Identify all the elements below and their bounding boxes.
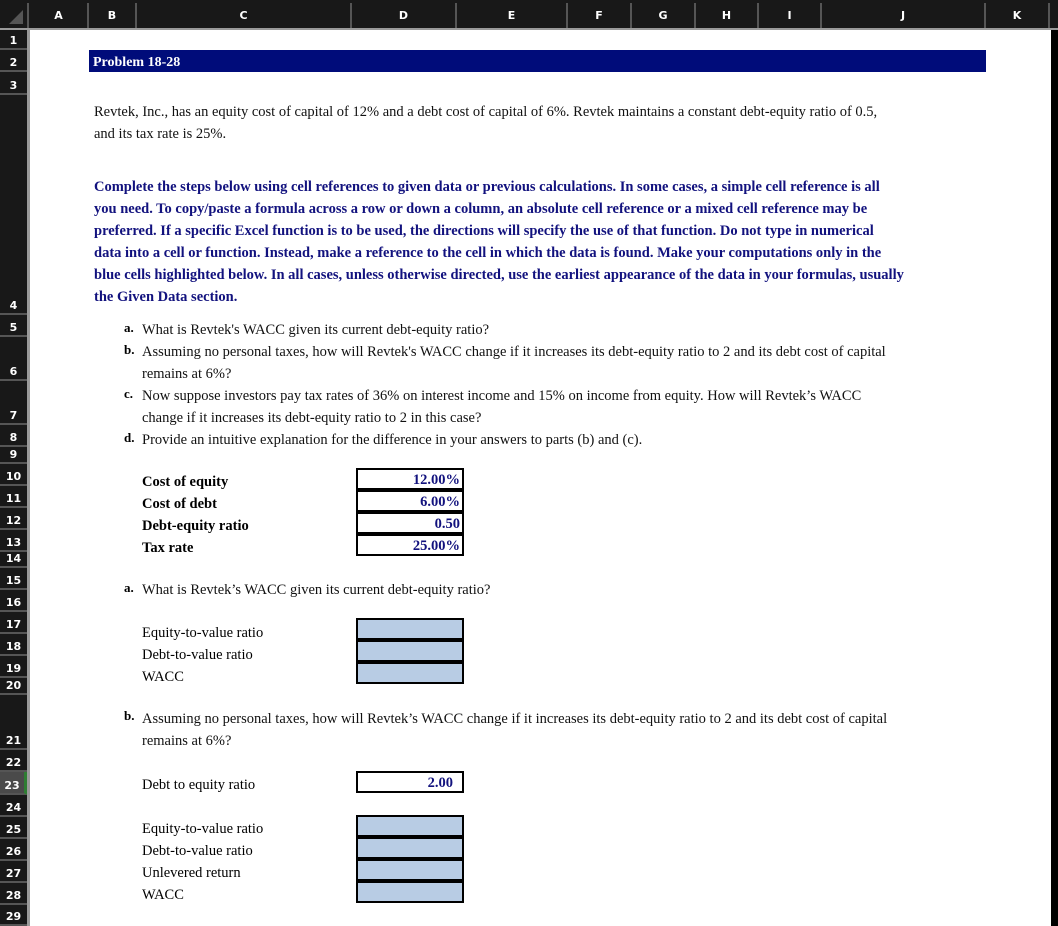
input-cell-equity-to-value-a[interactable] <box>356 618 464 640</box>
cell-cost-of-debt[interactable]: 6.00% <box>356 490 464 512</box>
question-text: What is Revtek's WACC given its current debt-equity ratio? <box>142 322 490 338</box>
row-header-5[interactable]: 5 <box>0 315 27 337</box>
input-label: Unlevered return <box>142 865 241 881</box>
row-header-6[interactable]: 6 <box>0 337 27 381</box>
given-label-debt-equity: Debt-equity ratio <box>142 518 249 534</box>
row-header-4[interactable]: 4 <box>0 95 27 315</box>
row-header-28[interactable]: 28 <box>0 883 27 905</box>
input-label: Equity-to-value ratio <box>142 821 264 837</box>
question-letter: b. <box>124 708 135 723</box>
row-header-25[interactable]: 25 <box>0 817 27 839</box>
row-header-24[interactable]: 24 <box>0 795 27 817</box>
row-header-7[interactable]: 7 <box>0 381 27 425</box>
row-header-9[interactable]: 9 <box>0 447 27 464</box>
question-text: Assuming no personal taxes, how will Revtek's WACC change if it increases its debt-equity ratio to 2 and its debt cost of capital <box>142 344 886 360</box>
part-b-question: Assuming no personal taxes, how will Revtek’s WACC change if it increases its debt-equity ratio to 2 and its debt cost of capital <box>142 711 888 727</box>
input-label: Equity-to-value ratio <box>142 625 264 641</box>
row-header-12[interactable]: 12 <box>0 508 27 530</box>
cell-tax-rate[interactable]: 25.00% <box>356 534 464 556</box>
part-a-question: What is Revtek’s WACC given its current debt-equity ratio? <box>142 582 491 598</box>
column-header-bar <box>0 0 1058 30</box>
problem-title: Problem 18-28 <box>89 50 986 72</box>
row-header-3[interactable]: 3 <box>0 72 27 95</box>
column-header-a[interactable]: A <box>30 3 89 28</box>
row-header-1[interactable]: 1 <box>0 30 27 50</box>
intro-line: and its tax rate is 25%. <box>94 126 227 142</box>
column-header-d[interactable]: D <box>352 3 457 28</box>
column-header-i[interactable]: I <box>759 3 822 28</box>
question-text: remains at 6%? <box>142 366 232 382</box>
given-label-cost-of-debt: Cost of debt <box>142 496 217 512</box>
input-label: Debt to equity ratio <box>142 777 256 793</box>
question-text: Provide an intuitive explanation for the difference in your answers to parts (b) and (c). <box>142 432 643 448</box>
select-all-button[interactable] <box>0 3 29 28</box>
input-cell-equity-to-value-b[interactable] <box>356 815 464 837</box>
column-header-c[interactable]: C <box>137 3 352 28</box>
question-letter: c. <box>124 386 134 401</box>
part-b-question: remains at 6%? <box>142 733 232 749</box>
row-header-11[interactable]: 11 <box>0 486 27 508</box>
input-cell-wacc-b[interactable] <box>356 881 464 903</box>
row-header-26[interactable]: 26 <box>0 839 27 861</box>
input-cell-debt-to-value-a[interactable] <box>356 640 464 662</box>
instruction-line: you need. To copy/paste a formula across a row or down a column, an absolute cell reference or a mixed cell reference may be <box>94 201 868 217</box>
column-header-g[interactable]: G <box>632 3 696 28</box>
column-header-h[interactable]: H <box>696 3 759 28</box>
row-header-23[interactable]: 23 <box>0 772 27 795</box>
instruction-line: data into a cell or function. Instead, make a reference to the cell in which the data is found. Make your computations only in the <box>94 245 882 261</box>
row-header-16[interactable]: 16 <box>0 590 27 612</box>
row-header-14[interactable]: 14 <box>0 552 27 568</box>
column-header-k[interactable]: K <box>986 3 1050 28</box>
row-header-29[interactable]: 29 <box>0 905 27 926</box>
cell-debt-to-equity-b[interactable]: 2.00 <box>356 771 464 793</box>
cell-debt-equity-ratio[interactable]: 0.50 <box>356 512 464 534</box>
instruction-line: the Given Data section. <box>94 289 238 305</box>
question-letter: d. <box>124 430 135 445</box>
input-label: Debt-to-value ratio <box>142 843 253 859</box>
input-label: WACC <box>142 669 184 685</box>
row-header-15[interactable]: 15 <box>0 568 27 590</box>
question-letter: a. <box>124 580 134 595</box>
row-header-19[interactable]: 19 <box>0 656 27 678</box>
column-header-f[interactable]: F <box>568 3 632 28</box>
instruction-line: blue cells highlighted below. In all cases, unless otherwise directed, use the earliest appearance of the data in your formulas, usually <box>94 267 904 283</box>
sheet-edge <box>1051 30 1058 926</box>
question-letter: b. <box>124 342 135 357</box>
input-cell-unlevered-return-b[interactable] <box>356 859 464 881</box>
question-letter: a. <box>124 320 134 335</box>
row-header-2[interactable]: 2 <box>0 50 27 72</box>
input-label: Debt-to-value ratio <box>142 647 253 663</box>
instruction-line: Complete the steps below using cell references to given data or previous calculations. In some cases, a simple cell reference is all <box>94 179 880 195</box>
row-header-17[interactable]: 17 <box>0 612 27 634</box>
column-header-b[interactable]: B <box>89 3 137 28</box>
instruction-line: preferred. If a specific Excel function is to be used, the directions will specify the use of that function. Do not type in numerical <box>94 223 874 239</box>
row-header-bar <box>0 30 30 926</box>
given-label-tax-rate: Tax rate <box>142 540 194 556</box>
cell-cost-of-equity[interactable]: 12.00% <box>356 468 464 490</box>
column-header-j[interactable]: J <box>822 3 986 28</box>
row-header-10[interactable]: 10 <box>0 464 27 486</box>
question-text: Now suppose investors pay tax rates of 36% on interest income and 15% on income from equity. How will Revtek’s WACC <box>142 388 862 404</box>
input-label: WACC <box>142 887 184 903</box>
row-header-8[interactable]: 8 <box>0 425 27 447</box>
row-header-22[interactable]: 22 <box>0 750 27 772</box>
given-label-cost-of-equity: Cost of equity <box>142 474 229 490</box>
column-header-e[interactable]: E <box>457 3 568 28</box>
row-header-27[interactable]: 27 <box>0 861 27 883</box>
input-cell-debt-to-value-b[interactable] <box>356 837 464 859</box>
row-header-20[interactable]: 20 <box>0 678 27 695</box>
row-header-18[interactable]: 18 <box>0 634 27 656</box>
row-header-13[interactable]: 13 <box>0 530 27 552</box>
question-text: change if it increases its debt-equity ratio to 2 in this case? <box>142 410 482 426</box>
intro-line: Revtek, Inc., has an equity cost of capital of 12% and a debt cost of capital of 6%. Revtek maintains a constant debt-equity ratio of 0.5, <box>94 104 878 120</box>
row-header-21[interactable]: 21 <box>0 695 27 750</box>
input-cell-wacc-a[interactable] <box>356 662 464 684</box>
